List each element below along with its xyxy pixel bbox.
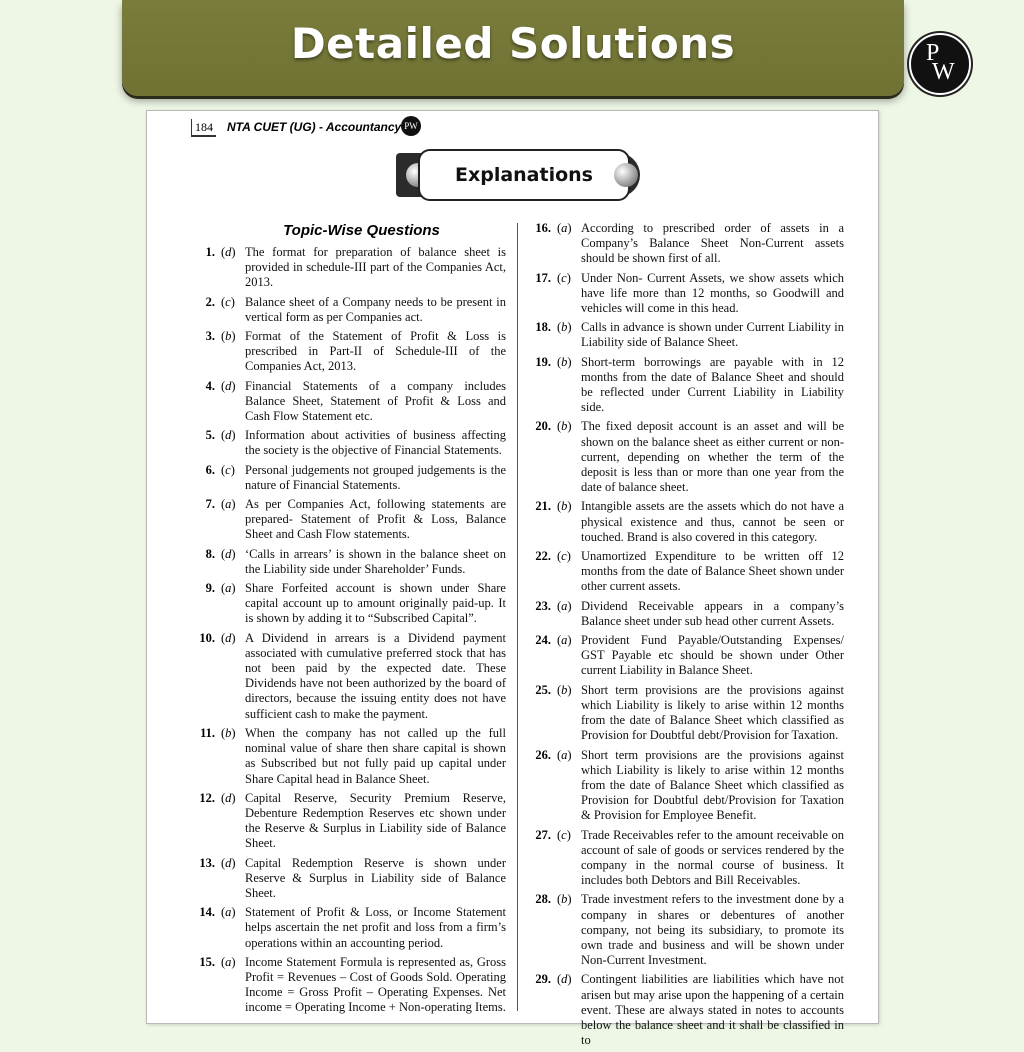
answer-option: (b) <box>557 499 572 514</box>
answer-option: (a) <box>557 747 572 762</box>
answer-option: (b) <box>557 682 572 697</box>
explanation-text: Personal judgements not grouped judgements is the nature of Financial Statements. <box>245 462 506 492</box>
question-number: 22. <box>535 549 551 564</box>
option-letter: c <box>225 462 231 477</box>
option-letter: d <box>225 546 232 561</box>
answer-option: (d) <box>221 546 236 561</box>
question-number: 18. <box>535 320 551 335</box>
question-number: 26. <box>535 747 551 762</box>
option-letter: b <box>561 419 568 434</box>
answer-item <box>533 355 844 416</box>
answer-option: (a) <box>221 497 236 512</box>
question-number: 11. <box>200 725 215 740</box>
question-number: 13. <box>199 855 215 870</box>
option-letter: d <box>225 630 232 645</box>
explanation-text: Short term provisions are the provisions against which Liability is likely to arise within 12 months from the date of Balance Sheet which classified as Provision for Doubtful debt/Provision for Taxation & Provision for Employee Benefit. <box>581 747 844 823</box>
explanation-text: ‘Calls in arrears’ is shown in the balance sheet on the Liability side under Shareholder’ Funds. <box>245 546 506 576</box>
explanation-text: A Dividend in arrears is a Dividend payment associated with cumulative preferred stock that has not been paid by the expected date. These Dividends have not been authorized by the board of directors, because the issuing entity does not have sufficient cash to make the payment. <box>245 630 506 721</box>
answer-item <box>197 547 506 577</box>
explanation-text: Dividend Receivable appears in a company’s Balance sheet under sub head other current Assets. <box>581 598 844 628</box>
question-number: 10. <box>199 630 215 645</box>
question-number: 27. <box>535 827 551 842</box>
answer-option: (d) <box>221 790 236 805</box>
question-number: 19. <box>535 354 551 369</box>
option-letter: b <box>561 892 568 907</box>
explanation-text: Format of the Statement of Profit & Loss is prescribed in Part-II of Schedule-III of the Companies Act, 2013. <box>245 329 506 374</box>
answer-item <box>533 549 844 595</box>
answer-item <box>197 955 506 1016</box>
answer-option: (a) <box>557 598 572 613</box>
answer-option: (b) <box>557 892 572 907</box>
question-number: 16. <box>535 221 551 235</box>
explanations-heading <box>396 149 640 201</box>
explanation-text: Balance sheet of a Company needs to be present in vertical form as per Companies act. <box>245 294 506 324</box>
explanation-text: Statement of Profit & Loss, or Income Statement helps ascertain the net profit and loss from a firm’s operations within an accounting period. <box>245 905 506 950</box>
page-number: 184 <box>191 119 216 137</box>
option-letter: a <box>225 497 232 512</box>
question-number: 28. <box>535 892 551 907</box>
answer-option: (a) <box>557 633 572 648</box>
answer-option: (c) <box>221 462 235 477</box>
option-letter: d <box>225 428 232 443</box>
option-letter: b <box>225 725 232 740</box>
answer-option: (c) <box>557 270 571 285</box>
answer-item <box>197 428 506 458</box>
question-number: 4. <box>205 378 215 393</box>
answer-option: (d) <box>221 855 236 870</box>
answer-option: (d) <box>221 630 236 645</box>
explanation-text: As per Companies Act, following statements are prepared- Statement of Profit & Loss, Balance Sheet and Cash Flow statements. <box>245 497 506 542</box>
answer-option: (d) <box>221 245 236 259</box>
option-letter: a <box>561 598 568 613</box>
answer-item <box>197 856 506 902</box>
answer-item <box>533 599 844 629</box>
answer-item <box>197 631 506 722</box>
explanation-text: Capital Redemption Reserve is shown under Reserve & Surplus in Liability side of Balance Sheet. <box>245 855 506 900</box>
answer-item <box>533 748 844 824</box>
explanation-text: Financial Statements of a company includes Balance Sheet, Statement of Profit & Loss and Cash Flow Statement etc. <box>245 378 506 424</box>
question-number: 17. <box>535 270 551 285</box>
question-number: 29. <box>535 972 551 987</box>
option-letter: c <box>561 827 567 842</box>
explanation-text: Trade Receivables refer to the amount receivable on account of sale of goods or services rendered by the company in the normal course of business. It includes both Debtors and Bill Receivables. <box>581 827 844 888</box>
answer-item <box>533 419 844 495</box>
explanation-text: The format for preparation of balance sheet is provided in schedule-III part of the Companies Act, 2013. <box>245 245 506 290</box>
answer-option: (b) <box>557 320 572 335</box>
option-letter: b <box>561 682 568 697</box>
heading-box <box>418 149 630 201</box>
question-number: 24. <box>535 633 551 648</box>
answer-option: (a) <box>221 954 236 969</box>
option-letter: c <box>225 294 231 309</box>
question-number: 15. <box>199 954 215 969</box>
question-number: 1. <box>205 245 215 259</box>
answer-item <box>533 320 844 350</box>
answer-option: (c) <box>221 294 235 309</box>
option-letter: b <box>561 320 568 335</box>
answer-item <box>533 683 844 744</box>
answer-option: (b) <box>221 329 236 344</box>
banner-title: Detailed Solutions <box>290 19 736 68</box>
answer-option: (d) <box>221 428 236 443</box>
answer-option: (b) <box>557 354 572 369</box>
explanation-text: Short-term borrowings are payable with in 12 months from the date of Balance Sheet and should be reflected under Current Liability in Liability side. <box>581 354 844 415</box>
answer-item <box>197 295 506 325</box>
option-letter: b <box>561 354 568 369</box>
option-letter: b <box>225 329 232 344</box>
question-number: 2. <box>205 294 215 309</box>
left-column <box>197 221 506 1020</box>
explanations-label: Explanations <box>454 164 593 186</box>
header-banner <box>122 0 904 96</box>
answer-item <box>533 892 844 968</box>
pw-logo-icon <box>909 33 971 95</box>
answer-option: (b) <box>221 725 236 740</box>
option-letter: d <box>561 972 568 987</box>
sphere-icon <box>614 163 638 187</box>
question-number: 5. <box>205 428 215 443</box>
answer-option: (d) <box>557 972 572 987</box>
explanation-text: Capital Reserve, Security Premium Reserve, Debenture Redemption Reserves etc shown under the Reserve & Surplus in Liability side of Balance Sheet. <box>245 790 506 851</box>
question-number: 25. <box>535 682 551 697</box>
answer-item <box>197 463 506 493</box>
answer-item <box>533 221 844 267</box>
option-letter: a <box>225 905 232 920</box>
explanation-text: Calls in advance is shown under Current Liability in Liability side of Balance Sheet. <box>581 320 844 350</box>
option-letter: a <box>225 954 232 969</box>
explanation-text: Intangible assets are the assets which do not have a physical existence and thus, cannot be seen or touched. Brand is also covered in this category. <box>581 499 844 544</box>
explanation-text: When the company has not called up the full nominal value of share then share capital is shown as Subscribed but not fully paid up capital under Share Capital head in Balance Sheet. <box>245 725 506 786</box>
question-number: 7. <box>205 497 215 512</box>
option-letter: a <box>561 633 568 648</box>
book-title: NTA CUET (UG) - Accountancy <box>227 120 402 134</box>
answer-item <box>533 499 844 545</box>
answer-item <box>197 497 506 543</box>
explanation-text: According to prescribed order of assets in a Company’s Balance Sheet Non-Current assets should be shown first of all. <box>581 221 844 266</box>
option-letter: d <box>225 378 232 393</box>
answer-item <box>533 972 844 1048</box>
explanation-text: Provident Fund Payable/Outstanding Expenses/ GST Payable etc should be shown under Other current Liability in Balance Sheet. <box>581 633 844 678</box>
option-letter: b <box>561 499 568 514</box>
document-page <box>146 110 879 1048</box>
option-letter: a <box>561 747 568 762</box>
pw-mini-logo-icon: PW <box>401 116 421 136</box>
answer-option: (c) <box>557 549 571 564</box>
answer-item <box>197 791 506 852</box>
question-number: 20. <box>535 419 551 434</box>
question-number: 6. <box>205 462 215 477</box>
answer-option: (d) <box>221 378 236 393</box>
answer-item <box>197 581 506 627</box>
explanation-text: Income Statement Formula is represented as, Gross Profit = Revenues – Cost of Goods Sold. Operating Income = Gross Profit – Operating Expenses. Net income = Operating Income + Non-operating Items. <box>245 954 506 1015</box>
explanation-text: Trade investment refers to the investment done by a company in shares or debentures of another company, not being its subsidiary, to promote its own trade and business and will be shown under Non-Current Investment. <box>581 892 844 968</box>
answer-item <box>197 726 506 787</box>
right-column <box>533 221 844 1052</box>
answer-option: (b) <box>557 419 572 434</box>
explanation-text: Share Forfeited account is shown under Share capital account up to amount originally paid-up. It is shown by adding it to “Subscribed Capital”. <box>245 581 506 626</box>
answer-option: (a) <box>221 581 236 596</box>
logo-letter-w: W <box>932 59 955 85</box>
question-number: 3. <box>205 329 215 344</box>
answer-item <box>533 828 844 889</box>
answer-option: (a) <box>221 905 236 920</box>
answer-item <box>197 245 506 291</box>
question-number: 14. <box>199 905 215 920</box>
answer-item <box>197 379 506 425</box>
logo-letter-p: P <box>926 40 940 66</box>
column-divider <box>517 223 518 1011</box>
question-number: 21. <box>535 499 551 514</box>
explanation-text: The fixed deposit account is an asset and will be shown on the balance sheet as either current or non-current, depending on whether the term of the deposit is less than or more than one year from the date of balance sheet. <box>581 419 844 495</box>
option-letter: d <box>225 790 232 805</box>
explanation-text: Contingent liabilities are liabilities which have not arisen but may arise upon the happening of a certain event. These are always stated in notes to accounts below the balance sheet and it shall be classified in to <box>581 972 844 1048</box>
option-letter: d <box>225 855 232 870</box>
explanation-text: Information about activities of business affecting the society is the objective of Financial Statements. <box>245 428 506 458</box>
question-number: 8. <box>205 546 215 561</box>
answer-item <box>533 271 844 317</box>
answer-option: (a) <box>557 221 572 235</box>
answer-option: (c) <box>557 827 571 842</box>
question-number: 9. <box>205 581 215 596</box>
question-number: 23. <box>535 598 551 613</box>
answer-item <box>533 633 844 679</box>
answer-item <box>197 905 506 951</box>
option-letter: a <box>561 221 568 235</box>
explanation-text: Under Non- Current Assets, we show assets which have life more than 12 months, so Goodwill and vehicles will come in this head. <box>581 270 844 316</box>
explanation-text: Short term provisions are the provisions against which Liability is likely to arise within 12 months from the date of Balance Sheet which classified as Provision for Doubtful debt/Provision for Taxation. <box>581 682 844 743</box>
question-number: 12. <box>199 790 215 805</box>
section-title: Topic-Wise Questions <box>283 222 440 239</box>
explanation-text: Unamortized Expenditure to be written off 12 months from the date of Balance Sheet shown under other current assets. <box>581 549 844 594</box>
option-letter: d <box>225 245 232 259</box>
option-letter: c <box>561 549 567 564</box>
answer-item <box>197 329 506 375</box>
option-letter: c <box>561 270 567 285</box>
option-letter: a <box>225 581 232 596</box>
